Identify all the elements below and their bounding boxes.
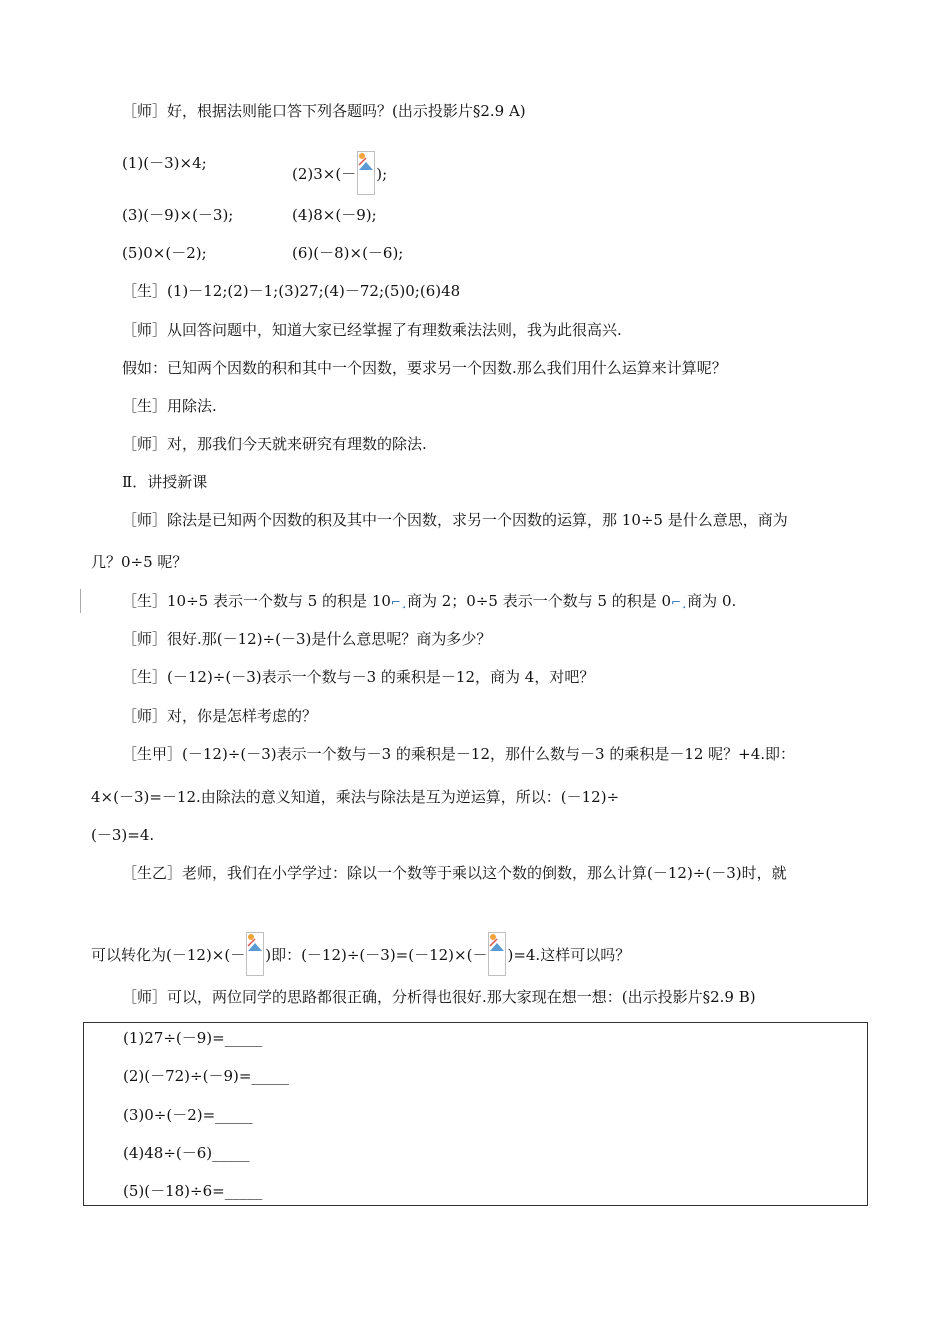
text-line: 4×(－3)=－12.由除法的意义知道，乘法与除法是互为逆运算，所以：(－12)÷ <box>91 788 620 806</box>
text-line: 假如：已知两个因数的积和其中一个因数，要求另一个因数.那么我们用什么运算来计算呢？ <box>122 359 727 377</box>
revision-marker <box>80 589 81 613</box>
question-6: (6)(－8)×(－6); <box>292 244 404 262</box>
edit-mark-icon: ⌐¸ <box>390 595 407 609</box>
text-line: 几？0÷5 呢？ <box>91 553 188 571</box>
edit-mark-icon: ⌐¸ <box>671 595 688 609</box>
question-2 <box>292 153 387 197</box>
text-line: ［师］可以，两位同学的思路都很正确，分析得也很好.那大家现在想一想：(出示投影片§2.9 B) <box>122 988 756 1006</box>
text-segment: )=4.这样可以吗？ <box>507 946 631 964</box>
text-line: ［生］(1)－12;(2)－1;(3)27;(4)－72;(5)0;(6)48 <box>122 282 461 300</box>
text-segment: )即：(－12)÷(－3)=(－12)×(－ <box>265 946 488 964</box>
section-heading: Ⅱ．讲授新课 <box>122 473 208 491</box>
question-4: (4)8×(－9); <box>292 206 377 224</box>
exercise-item: (1)27÷(－9)=_____ <box>123 1029 263 1047</box>
exercise-item: (3)0÷(－2)=_____ <box>123 1106 253 1124</box>
text-line: ［师］对，那我们今天就来研究有理数的除法. <box>122 435 427 453</box>
text-line: ［师］对，你是怎样考虑的？ <box>122 707 318 725</box>
text-line: ［师］很好.那(－12)÷(－3)是什么意思呢？商为多少？ <box>122 630 492 648</box>
text-segment: 商为 2；0÷5 表示一个数与 5 的积是 0 <box>406 592 672 610</box>
exercise-item: (5)(－18)÷6=_____ <box>123 1182 263 1200</box>
broken-image-icon <box>489 933 505 953</box>
text-line: ［师］好，根据法则能口答下列各题吗？(出示投影片§2.9 A) <box>122 102 526 120</box>
fraction-image-icon <box>488 932 506 976</box>
text-line <box>122 591 736 612</box>
broken-image-icon <box>358 152 374 172</box>
fraction-image-icon <box>246 932 264 976</box>
question-2-tail: ); <box>376 165 388 183</box>
exercise-item: (2)(－72)÷(－9)=_____ <box>123 1067 289 1085</box>
broken-image-icon <box>247 933 263 953</box>
text-line <box>91 934 630 978</box>
text-line: ［师］从回答问题中，知道大家已经掌握了有理数乘法法则，我为此很高兴. <box>122 321 622 339</box>
question-2-text: (2)3×(－ <box>292 165 357 183</box>
text-line: (－3)=4. <box>91 826 155 844</box>
text-line: ［生乙］老师，我们在小学学过：除以一个数等于乘以这个数的倒数，那么计算(－12)÷(－3)时，就 <box>122 864 787 882</box>
question-5: (5)0×(－2); <box>122 244 207 262</box>
text-segment: 商为 0. <box>687 592 737 610</box>
exercise-box <box>83 1022 868 1206</box>
text-segment: ［生］10÷5 表示一个数与 5 的积是 10 <box>122 592 391 610</box>
text-line: ［师］除法是已知两个因数的积及其中一个因数，求另一个因数的运算，那 10÷5 是什么意思，商为 <box>122 511 788 529</box>
question-3: (3)(－9)×(－3); <box>122 206 234 224</box>
text-segment: 可以转化为(－12)×(－ <box>91 946 246 964</box>
exercise-item: (4)48÷(－6)_____ <box>123 1144 250 1162</box>
text-line: ［生］(－12)÷(－3)表示一个数与－3 的乘积是－12，商为 4，对吧？ <box>122 668 595 686</box>
text-line: ［生］用除法. <box>122 397 217 415</box>
text-line: ［生甲］(－12)÷(－3)表示一个数与－3 的乘积是－12，那什么数与－3 的乘积是－12 呢？+4.即： <box>122 745 796 763</box>
fraction-image-icon <box>357 151 375 195</box>
question-1: (1)(－3)×4; <box>122 154 207 172</box>
